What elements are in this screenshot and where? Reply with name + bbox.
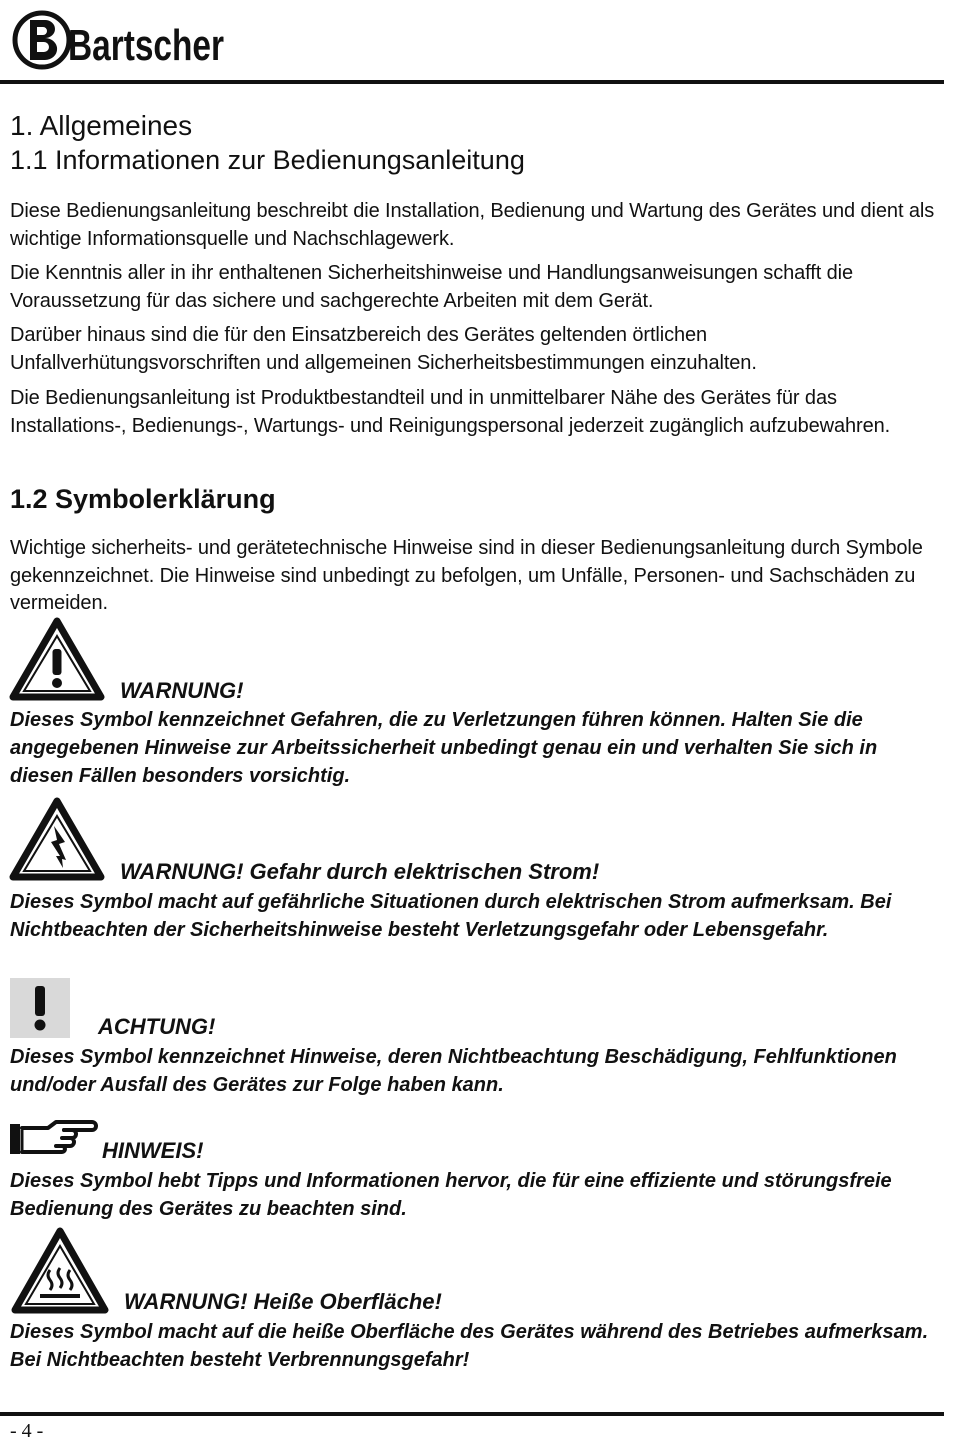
- symbol-title: WARNUNG! Heiße Oberfläche!: [124, 1289, 442, 1314]
- footer-rule: [0, 1412, 944, 1416]
- hot-surface-icon: [12, 1228, 108, 1314]
- symbol-description: Dieses Symbol hebt Tipps und Informationen hervor, die für eine effiziente und störungsfreie Bedienung des Gerätes zu beachten sind.: [10, 1170, 892, 1220]
- electric-hazard-icon: [10, 798, 104, 880]
- symbol-description: Dieses Symbol macht auf die heiße Oberfläche des Gerätes während des Betriebes aufmerksam. Bei Nichtbeachten besteht Verbrennungsgefahr!: [10, 1321, 929, 1371]
- paragraph: Darüber hinaus sind die für den Einsatzbereich des Gerätes geltenden örtlichen Unfallverhütungsvorschriften und allgemeinen Sicherheitsbestimmungen einzuhalten.: [10, 324, 757, 374]
- exclamation-box-icon: [10, 978, 70, 1038]
- paragraph: Die Kenntnis aller in ihr enthaltenen Sicherheitshinweise und Handlungsanweisungen schafft die Voraussetzung für das sichere und sachgerechte Arbeiten mit dem Gerät.: [10, 262, 854, 312]
- section-heading: 1. Allgemeines: [10, 110, 193, 141]
- intro-paragraph: Wichtige sicherheits- und gerätetechnische Hinweise sind in dieser Bedienungsanleitung durch Symbole gekennzeichnet. Die Hinweise sind unbedingt zu befolgen, um Unfälle, Personen- und Sachschäden zu vermeiden.: [10, 537, 923, 614]
- subsection-heading: 1.1 Informationen zur Bedienungsanleitung: [10, 145, 525, 175]
- pointing-hand-icon: [8, 1118, 96, 1162]
- brand-wordmark: Bartscher: [68, 21, 224, 70]
- subsection-heading: 1.2 Symbolerklärung: [10, 484, 276, 514]
- bartscher-logo: [10, 8, 226, 72]
- symbol-title: HINWEIS!: [102, 1138, 204, 1163]
- symbol-title: ACHTUNG!: [98, 1014, 216, 1039]
- paragraph: Die Bedienungsanleitung ist Produktbestandteil und in unmittelbarer Nähe des Gerätes für das Installations-, Bedienungs-, Wartungs- und Reinigungspersonal jederzeit zugänglich aufzubewahren.: [10, 387, 891, 437]
- symbol-title: WARNUNG!: [120, 678, 244, 703]
- paragraph: Diese Bedienungsanleitung beschreibt die Installation, Bedienung und Wartung des Gerätes und dient als wichtige Informationsquelle und Nachschlagewerk.: [10, 200, 935, 250]
- header-rule: [0, 80, 944, 84]
- symbol-description: Dieses Symbol kennzeichnet Hinweise, deren Nichtbeachtung Beschädigung, Fehlfunktionen und/oder Ausfall des Gerätes zur Folge haben kann.: [10, 1046, 897, 1096]
- symbol-description: Dieses Symbol macht auf gefährliche Situationen durch elektrischen Strom aufmerksam. Bei Nichtbeachten der Sicherheitshinweise besteht Verletzungsgefahr oder Lebensgefahr.: [10, 891, 892, 941]
- symbol-title: WARNUNG! Gefahr durch elektrischen Strom!: [120, 859, 600, 884]
- symbol-description: Dieses Symbol kennzeichnet Gefahren, die zu Verletzungen führen können. Halten Sie die angegebenen Hinweise zur Arbeitssicherheit unbedingt genau ein und verhalten Sie sich in diesen Fällen besonders vorsichtig.: [10, 709, 878, 787]
- page-number: - 4 -: [10, 1420, 44, 1442]
- warning-triangle-icon: [10, 618, 104, 700]
